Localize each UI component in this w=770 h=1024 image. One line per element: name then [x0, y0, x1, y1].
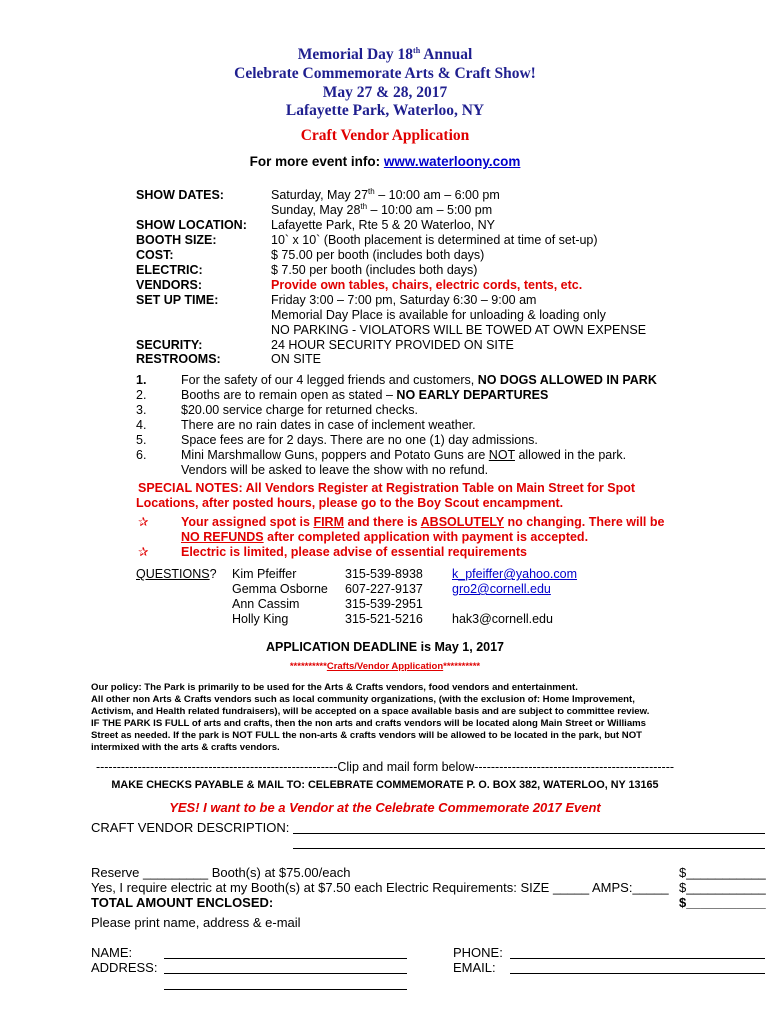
setup-value-1: Friday 3:00 – 7:00 pm, Saturday 6:30 – 9:00 am	[271, 293, 537, 307]
restrooms-value: ON SITE	[271, 352, 322, 366]
questions-label: QUESTIONS?	[136, 567, 217, 581]
contact-email-link[interactable]: k_pfeiffer@yahoo.com	[452, 567, 578, 581]
cost-value: $ 75.00 per booth (includes both days)	[271, 248, 485, 262]
special-note-item: Your assigned spot is FIRM and there is ABSOLUTELY no changing. There will be	[181, 515, 665, 529]
email-field[interactable]	[510, 973, 765, 974]
policy-line: intermixed with the arts & crafts vendors.	[91, 742, 280, 753]
event-location: Lafayette Park, Waterloo, NY	[285, 102, 485, 119]
electric-label: ELECTRIC:	[136, 263, 203, 277]
phone-field[interactable]	[510, 958, 765, 959]
special-notes-line: SPECIAL NOTES: All Vendors Register at Registration Table on Main Street for Spot	[138, 481, 636, 495]
security-label: SECURITY:	[136, 338, 203, 352]
show-dates-saturday: Saturday, May 27th – 10:00 am – 6:00 pm	[271, 186, 500, 202]
setup-label: SET UP TIME:	[136, 293, 219, 307]
rule-number: 5.	[136, 433, 147, 447]
contact-name: Kim Pfeiffer	[232, 567, 297, 581]
setup-value-2: Memorial Day Place is available for unloading & loading only	[271, 308, 606, 322]
application-deadline: APPLICATION DEADLINE is May 1, 2017	[265, 640, 505, 654]
name-label: NAME:	[91, 945, 133, 960]
contact-name: Ann Cassim	[232, 597, 300, 611]
electric-amount-field[interactable]: $___________	[679, 880, 766, 895]
form-headline: YES! I want to be a Vendor at the Celebrate Commemorate 2017 Event	[169, 800, 601, 815]
rule-number: 4.	[136, 418, 147, 432]
contact-phone: 607-227-9137	[345, 582, 423, 596]
total-amount-field[interactable]: $___________	[679, 895, 766, 910]
craft-description-field[interactable]	[293, 833, 765, 834]
clip-line: ----------------------------------------------------------Clip and mail form below------------------------------------------------	[95, 760, 675, 774]
special-note-item-continued: NO REFUNDS after completed application with payment is accepted.	[181, 530, 589, 544]
rule-number: 2.	[136, 388, 147, 402]
rule-number: 3.	[136, 403, 147, 417]
print-instructions: Please print name, address & e-mail	[91, 915, 301, 930]
policy-line: Our policy: The Park is primarily to be used for the Arts & Crafts vendors, food vendors and entertainment.	[91, 682, 578, 693]
rule-item: For the safety of our 4 legged friends and customers, NO DOGS ALLOWED IN PARK	[181, 373, 657, 387]
location-label: SHOW LOCATION:	[136, 218, 247, 232]
location-value: Lafayette Park, Rte 5 & 20 Waterloo, NY	[271, 218, 495, 232]
booth-size-value: 10` x 10` (Booth placement is determined at time of set-up)	[271, 233, 598, 247]
cost-label: COST:	[136, 248, 174, 262]
rule-item: Booths are to remain open as stated – NO EARLY DEPARTURES	[181, 388, 549, 402]
contact-name: Gemma Osborne	[232, 582, 328, 596]
event-title-line: Memorial Day 18th Annual	[297, 45, 473, 63]
reserve-booths-line: Reserve _________ Booth(s) at $75.00/each	[91, 865, 351, 880]
rule-item: There are no rain dates in case of inclement weather.	[181, 418, 476, 432]
setup-value-3: NO PARKING - VIOLATORS WILL BE TOWED AT OWN EXPENSE	[271, 323, 647, 337]
security-value: 24 HOUR SECURITY PROVIDED ON SITE	[271, 338, 514, 352]
event-info-line: For more event info: www.waterloony.com	[249, 154, 521, 169]
policy-line: Street as needed. If the park is NOT FULL the non-arts & crafts vendors will be allowed to be located in the park, but NOT	[91, 730, 643, 741]
craft-description-label: CRAFT VENDOR DESCRIPTION:	[91, 820, 290, 835]
rule-item: Mini Marshmallow Guns, poppers and Potato Guns are NOT allowed in the park.	[181, 448, 627, 462]
vendors-value: Provide own tables, chairs, electric cords, tents, etc.	[271, 278, 583, 292]
reserve-amount-field[interactable]: $___________	[679, 865, 766, 880]
mail-instructions: MAKE CHECKS PAYABLE & MAIL TO: CELEBRATE COMMEMORATE P. O. BOX 382, WATERLOO, NY 13165	[111, 779, 659, 791]
show-dates-label: SHOW DATES:	[136, 188, 224, 202]
contact-email: hak3@cornell.edu	[452, 612, 553, 626]
rule-item-continued: Vendors will be asked to leave the show with no refund.	[181, 463, 489, 477]
special-note-item: Electric is limited, please advise of essential requirements	[181, 545, 527, 559]
phone-label: PHONE:	[453, 945, 503, 960]
craft-description-field-line-2[interactable]	[293, 848, 765, 849]
star-icon: ✰	[138, 545, 149, 559]
total-amount-label: TOTAL AMOUNT ENCLOSED:	[91, 895, 274, 910]
electric-value: $ 7.50 per booth (includes both days)	[271, 263, 478, 277]
contact-name: Holly King	[232, 612, 289, 626]
address-label: ADDRESS:	[91, 960, 158, 975]
vendor-application-subhead: **********Crafts/Vendor Application**********	[289, 661, 481, 672]
application-title: Craft Vendor Application	[300, 127, 470, 144]
contact-phone: 315-539-8938	[345, 567, 423, 581]
event-subtitle: Celebrate Commemorate Arts & Craft Show!	[234, 65, 536, 82]
rule-number: 1.	[136, 373, 147, 387]
rule-item: Space fees are for 2 days. There are no one (1) day admissions.	[181, 433, 538, 447]
policy-line: IF THE PARK IS FULL of arts and crafts, then the non arts and crafts vendors will be located along Main Street or Williams	[91, 718, 647, 729]
policy-line: All other non Arts & Crafts vendors such as local community organizations, (with the exclusion of: Home Improvement,	[91, 694, 635, 705]
rule-item: $20.00 service charge for returned checks.	[181, 403, 418, 417]
contact-email-link[interactable]: gro2@cornell.edu	[452, 582, 551, 596]
email-label: EMAIL:	[453, 960, 496, 975]
special-notes-line: Locations, after posted hours, please go to the Boy Scout encampment.	[136, 496, 564, 510]
address-field[interactable]	[164, 973, 407, 974]
contact-phone: 315-521-5216	[345, 612, 423, 626]
rule-number: 6.	[136, 448, 147, 462]
restrooms-label: RESTROOMS:	[136, 352, 221, 366]
vendors-label: VENDORS:	[136, 278, 202, 292]
star-icon: ✰	[138, 515, 149, 529]
show-dates-sunday: Sunday, May 28th – 10:00 am – 5:00 pm	[271, 201, 493, 217]
contact-phone: 315-539-2951	[345, 597, 423, 611]
booth-size-label: BOOTH SIZE:	[136, 233, 217, 247]
event-website-link[interactable]: www.waterloony.com	[383, 154, 521, 169]
event-dates: May 27 & 28, 2017	[322, 84, 448, 101]
policy-line: Activism, and Health related fundraisers), will be accepted on a space available basis and are subject to committee review.	[91, 706, 650, 717]
electric-request-line: Yes, I require electric at my Booth(s) at $7.50 each Electric Requirements: SIZE _____ AMPS:_____	[91, 880, 669, 895]
name-field[interactable]	[164, 958, 407, 959]
address-field-line-2[interactable]	[164, 989, 407, 990]
